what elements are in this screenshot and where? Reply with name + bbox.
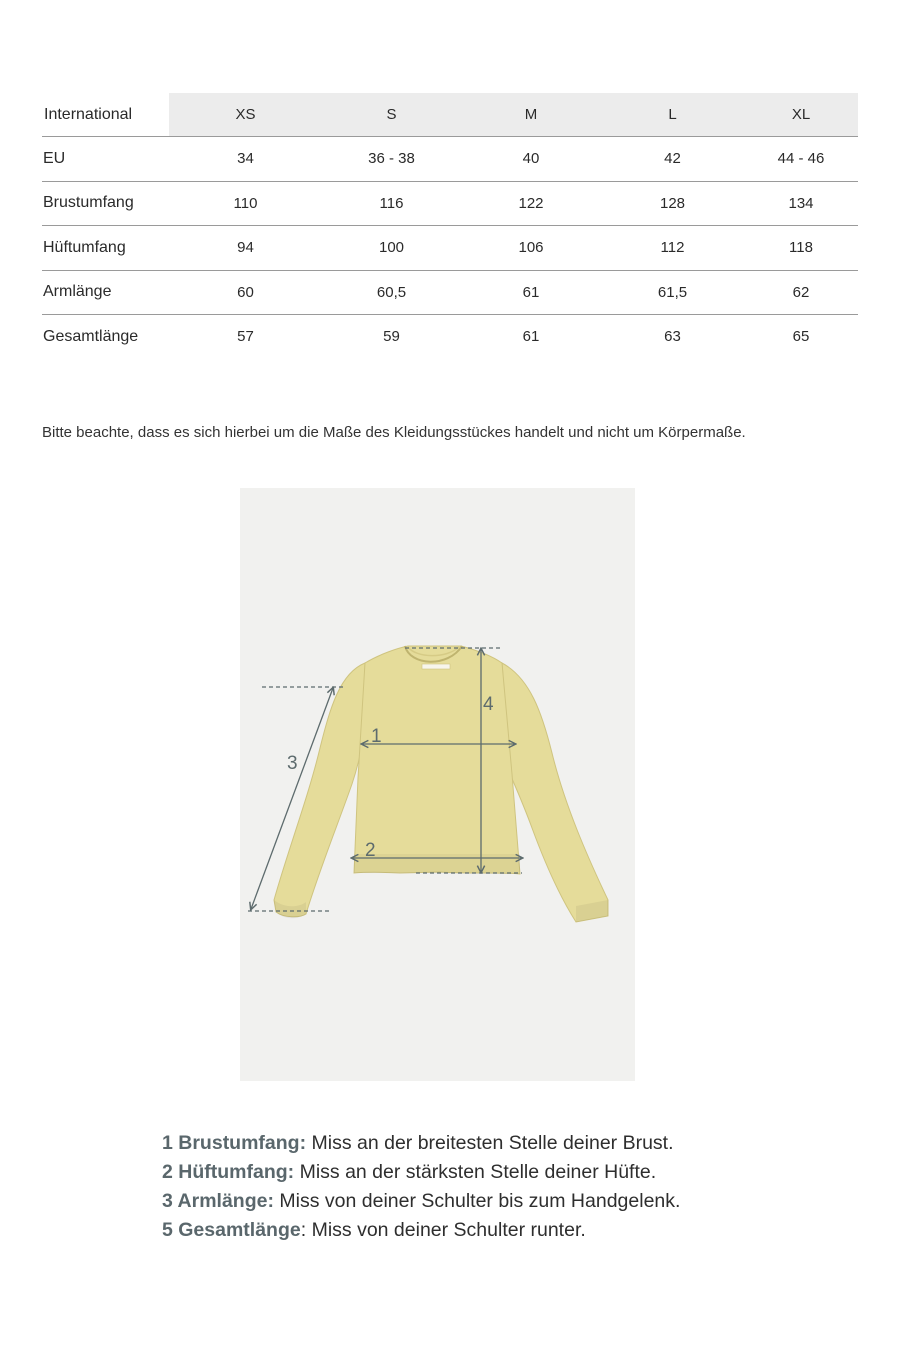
table-cell: 63 xyxy=(664,328,681,346)
legend-term: 1 Brustumfang: xyxy=(162,1132,307,1154)
label-arm: 3 xyxy=(287,753,298,774)
legend-text: Miss an der stärksten Stelle deiner Hüfte. xyxy=(294,1161,657,1183)
table-row-brustumfang xyxy=(42,182,858,227)
sweater-diagram xyxy=(240,488,635,1081)
sweater-diagram-svg xyxy=(240,488,635,1081)
table-cell: 57 xyxy=(237,328,254,346)
table-cell: 94 xyxy=(237,239,254,257)
row-label: Armlänge xyxy=(43,283,112,301)
table-row-gesamtlaenge xyxy=(42,315,858,359)
measurement-legend xyxy=(162,1129,680,1245)
label-hip: 2 xyxy=(365,840,376,861)
table-row-eu xyxy=(42,137,858,182)
legend-text: Miss von deiner Schulter bis zum Handgelenk. xyxy=(273,1190,681,1212)
table-row-hueftumfang xyxy=(42,226,858,271)
size-header-xs: XS xyxy=(235,106,256,123)
table-cell: 62 xyxy=(792,283,810,301)
legend-text: : Miss von deiner Schulter runter. xyxy=(300,1219,586,1241)
size-header-xl: XL xyxy=(791,106,811,123)
size-header-s: S xyxy=(386,106,397,123)
size-header-m: M xyxy=(524,106,538,123)
sweater-illustration xyxy=(274,646,608,922)
measurement-note: Bitte beachte, dass es sich hierbei um die Maße des Kleidungsstückes handelt und nicht um Körpermaße. xyxy=(42,424,746,441)
table-cell: 42 xyxy=(664,150,681,168)
legend-item-armlaenge xyxy=(162,1187,680,1216)
label-length: 4 xyxy=(483,694,494,715)
row-label: Hüftumfang xyxy=(43,238,126,256)
table-cell: 40 xyxy=(522,150,540,168)
table-cell: 34 xyxy=(237,150,254,168)
table-cell: 61,5 xyxy=(657,283,688,301)
table-cell: 59 xyxy=(383,328,400,346)
table-cell: 36 - 38 xyxy=(368,150,415,168)
legend-term: 3 Armlänge: xyxy=(162,1190,274,1212)
row-label: EU xyxy=(43,149,66,167)
table-cell: 61 xyxy=(522,283,540,301)
size-table xyxy=(42,93,858,359)
header-label: International xyxy=(44,105,133,123)
legend-term: 5 Gesamtlänge xyxy=(162,1219,301,1241)
table-cell: 116 xyxy=(379,194,404,212)
table-cell: 128 xyxy=(659,194,686,212)
table-cell: 61 xyxy=(522,328,540,346)
table-cell: 112 xyxy=(660,239,685,257)
table-row-armlaenge xyxy=(42,271,858,316)
table-cell: 65 xyxy=(792,328,810,346)
legend-item-brustumfang xyxy=(162,1129,680,1158)
legend-term: 2 Hüftumfang: xyxy=(162,1161,295,1183)
table-cell: 110 xyxy=(233,194,258,212)
table-cell: 106 xyxy=(518,239,544,257)
row-label: Gesamtlänge xyxy=(43,327,139,345)
label-chest: 1 xyxy=(371,726,382,747)
table-cell: 60,5 xyxy=(376,283,407,301)
row-label: Brustumfang xyxy=(43,194,134,212)
table-cell: 118 xyxy=(789,239,813,257)
table-cell: 134 xyxy=(788,194,814,212)
legend-text: Miss an der breitesten Stelle deiner Brust. xyxy=(306,1132,674,1154)
table-header-row xyxy=(42,93,858,137)
legend-item-gesamtlaenge xyxy=(162,1216,680,1245)
table-cell: 122 xyxy=(518,194,544,212)
legend-item-hueftumfang xyxy=(162,1158,680,1187)
table-cell: 60 xyxy=(237,283,254,301)
size-header-l: L xyxy=(668,106,677,123)
table-cell: 100 xyxy=(378,239,405,257)
table-cell: 44 - 46 xyxy=(777,150,825,168)
